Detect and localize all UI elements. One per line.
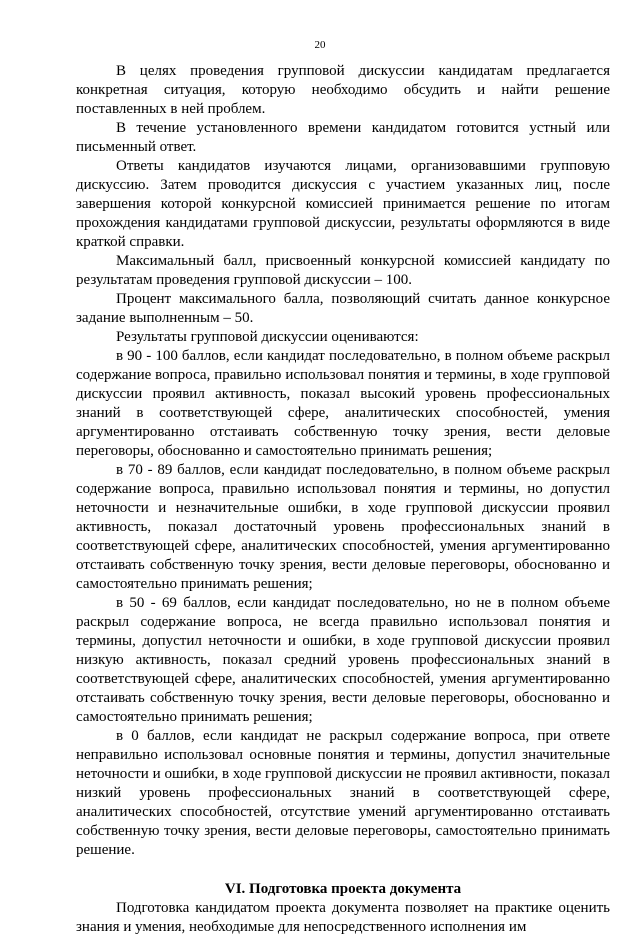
paragraph: Ответы кандидатов изучаются лицами, организовавшими групповую дискуссию. Затем проводится дискуссия с участием указанных лиц, после завершения которой конкурсной комиссией принимается решение по итогам прохождения кандидатами групповой дискуссии, результаты оформляются в виде краткой справки. [76,158,610,250]
paragraph: В течение установленного времени кандидатом готовится устный или письменный ответ. [76,120,610,155]
paragraph: Процент максимального балла, позволяющий считать данное конкурсное задание выполненным – 50. [76,291,610,326]
list-item: в 70 - 89 баллов, если кандидат последовательно, в полном объеме раскрыл содержание вопроса, правильно использовал понятия и термины, но допустил неточности и незначительные ошибки, в ходе групповой дискуссии проявил активность, показал достаточный уровень профессиональных знаний в соответствующей сфере, аналитических способностей, умения аргументированно отстаивать собственную точку зрения, вести деловые переговоры, обоснованно и самостоятельно принимать решения; [76,462,610,592]
page-number: 20 [314,39,326,51]
paragraph: В целях проведения групповой дискуссии кандидатам предлагается конкретная ситуация, которую необходимо обсудить и найти решение поставленных в ней проблем. [76,63,610,117]
paragraph: Максимальный балл, присвоенный конкурсной комиссией кандидату по результатам проведения групповой дискуссии – 100. [76,253,610,288]
list-item: в 90 - 100 баллов, если кандидат последовательно, в полном объеме раскрыл содержание вопроса, правильно использовал понятия и термины, в ходе групповой дискуссии проявил активность, показал высокий уровень профессиональных знаний в соответствующей сфере, аналитических способностей, умения аргументированно отстаивать собственную точку зрения, вести деловые переговоры, обоснованно и самостоятельно принимать решения; [76,348,610,459]
list-item: в 0 баллов, если кандидат не раскрыл содержание вопроса, при ответе неправильно использовал основные понятия и термины, допустил значительные неточности и ошибки, в ходе групповой дискуссии не проявил активности, показал низкий уровень профессиональных знаний в соответствующей сфере, аналитических способностей, отсутствие умений аргументированно отстаивать собственную точку зрения, вести деловые переговоры, самостоятельно принимать решение. [76,728,610,858]
paragraph: Результаты групповой дискуссии оцениваются: [116,329,419,345]
document-body [76,62,610,937]
list-item: в 50 - 69 баллов, если кандидат последовательно, но не в полном объеме раскрыл содержание вопроса, не всегда правильно использовал понятия и термины, допустил неточности и ошибки, в ходе групповой дискуссии проявил низкую активность, показал средний уровень профессиональных знаний в соответствующей сфере, аналитических способностей, умения аргументированно отстаивать собственную точку зрения, вести деловые переговоры, обоснованно и самостоятельно принимать решения; [76,595,610,725]
section-heading: VI. Подготовка проекта документа [224,881,462,897]
paragraph: Подготовка кандидатом проекта документа позволяет на практике оценить знания и умения, необходимые для непосредственного исполнения им [76,900,610,935]
